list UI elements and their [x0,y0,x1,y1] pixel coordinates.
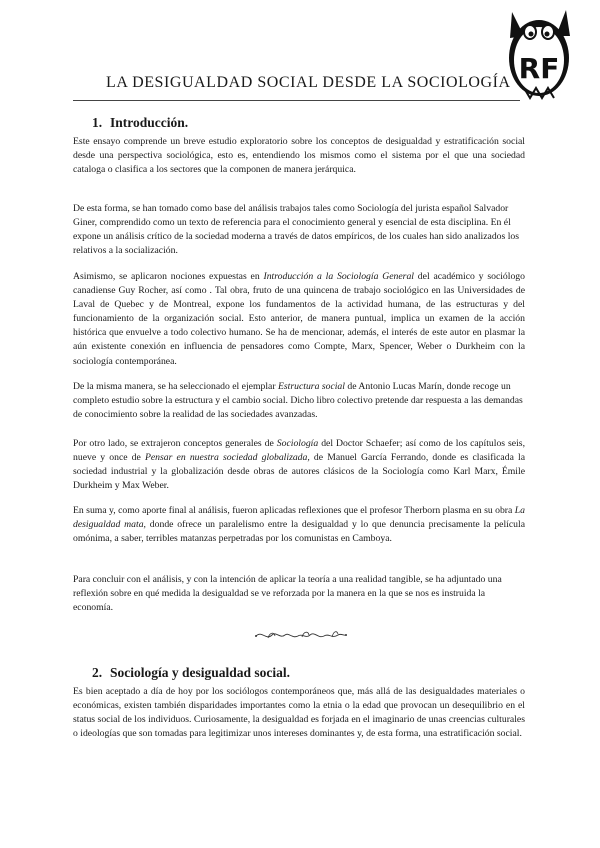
section-1-heading [92,115,188,131]
book-title-garcia: Pensar en nuestra sociedad globalizada, [144,452,310,464]
title-rule [73,100,520,101]
text-span: Asimismo, se aplicaron nociones expuestas en [73,271,264,282]
rat-fink-logo [500,6,578,104]
intro-paragraph-5 [73,437,525,493]
section-1-title: Introducción. [110,115,189,130]
text-span: En suma y, como aporte final al análisis, fueron aplicadas reflexiones que el profesor Therborn plasma en su obra [73,505,515,516]
text-span: De la misma manera, se ha seleccionado el ejemplar [73,381,278,392]
intro-paragraph-4 [73,380,525,422]
intro-paragraph-1: Este ensayo comprende un breve estudio exploratorio sobre los conceptos de desigualdad y estratificación social desde una perspectiva sociológica, esto es, entendiendo los mismos como el sistema por el que una sociedad cataloga o clasifica a los sectores que la componen de manera jerárquica. [73,136,525,176]
text-span: del académico y sociólogo canadiense Guy Rocher, así como . Tal obra, fruto de una quincena de trabajo sociológico en las Universidades de Laval de Quebec y de Montreal, expone los fundamentos de la actividad humana, de las estructuras y del funcionamiento de la organización social. Esto anterior, de manera puntual, implica un examen de la acción histórica que envuelve a todo colectivo humano. Se ha de mencionar, además, el interés de este autor en plasmar la aún existente conexión en influencia de pensadores como Compte, Marx, Spencer, Weber o Durkheim con la sociología contemporánea. [73,271,525,367]
logo-letters: RF [518,52,560,85]
book-title-therborn: La desigualdad mata, [73,505,525,531]
intro-paragraph-2: De esta forma, se han tomado como base del análisis trabajos tales como Sociología del jurista español Salvador Giner, comprendido como un texto de referencia para el conocimiento general y esencial de esta disciplina. En él expone un análisis crítico de la sociedad moderna a través de datos empíricos, de los cuales han sido analizados los relativos a la socialización. [73,203,520,257]
book-title-lucas: Estructura social [277,381,345,392]
text-span: de Manuel García Ferrando, donde es clasificada la sociedad industrial y la globalización desde obras de autores clásicos de la Sociología como Karl Marx, Émile Durkheim y Max Weber. [73,452,526,492]
section-2-heading [92,665,290,681]
text-span: del Doctor Schaefer; así como de los capítulos seis, nueve y once de [73,438,525,464]
text-span: Por otro lado, se extrajeron conceptos generales de [73,438,277,449]
section-2-number: 2. [92,665,103,680]
page-title: LA DESIGUALDAD SOCIAL DESDE LA SOCIOLOGÍA [106,74,511,91]
section-2-title: Sociología y desigualdad social. [110,665,291,680]
section-1-number: 1. [92,115,103,130]
intro-paragraph-3 [73,270,525,369]
ornament-divider-icon [252,627,348,643]
text-span: de Antonio Lucas Marín, donde recoge un completo estudio sobre la estructura y el cambio social. Dicho libro colectivo pretende dar respuesta a las demandas de conocimiento sobre la realidad de las sociedades avanzadas. [73,381,523,421]
book-title-schaefer: Sociología [276,438,319,449]
intro-paragraph-7: Para concluir con el análisis, y con la intención de aplicar la teoría a una realidad tangible, se ha adjuntado una reflexión sobre en qué medida la desigualdad se ve reforzada por la manera en la que se nos es instruida la economía. [73,574,502,614]
text-span: donde ofrece un paralelismo entre la desigualdad y lo que denuncia precisamente la película omónima, a saber, terribles matanzas perpetradas por los comunistas en Camboya. [73,519,525,545]
intro-paragraph-6 [73,504,525,546]
section-2-paragraph-1: Es bien aceptado a día de hoy por los sociólogos contemporáneos que, más allá de las desigualdades materiales o económicas, existen también disparidades importantes como la etnia o la edad que provocan un desequilibrio en el status social de los individuos. Curiosamente, la desigualdad es forjada en el imaginario de unas creencias culturales o ideologías que son tomadas para legitimizar unos intereses dominantes y, de esta forma, una estratificación social. [73,686,525,740]
book-title-rocher: Introducción a la Sociología General [263,271,414,282]
